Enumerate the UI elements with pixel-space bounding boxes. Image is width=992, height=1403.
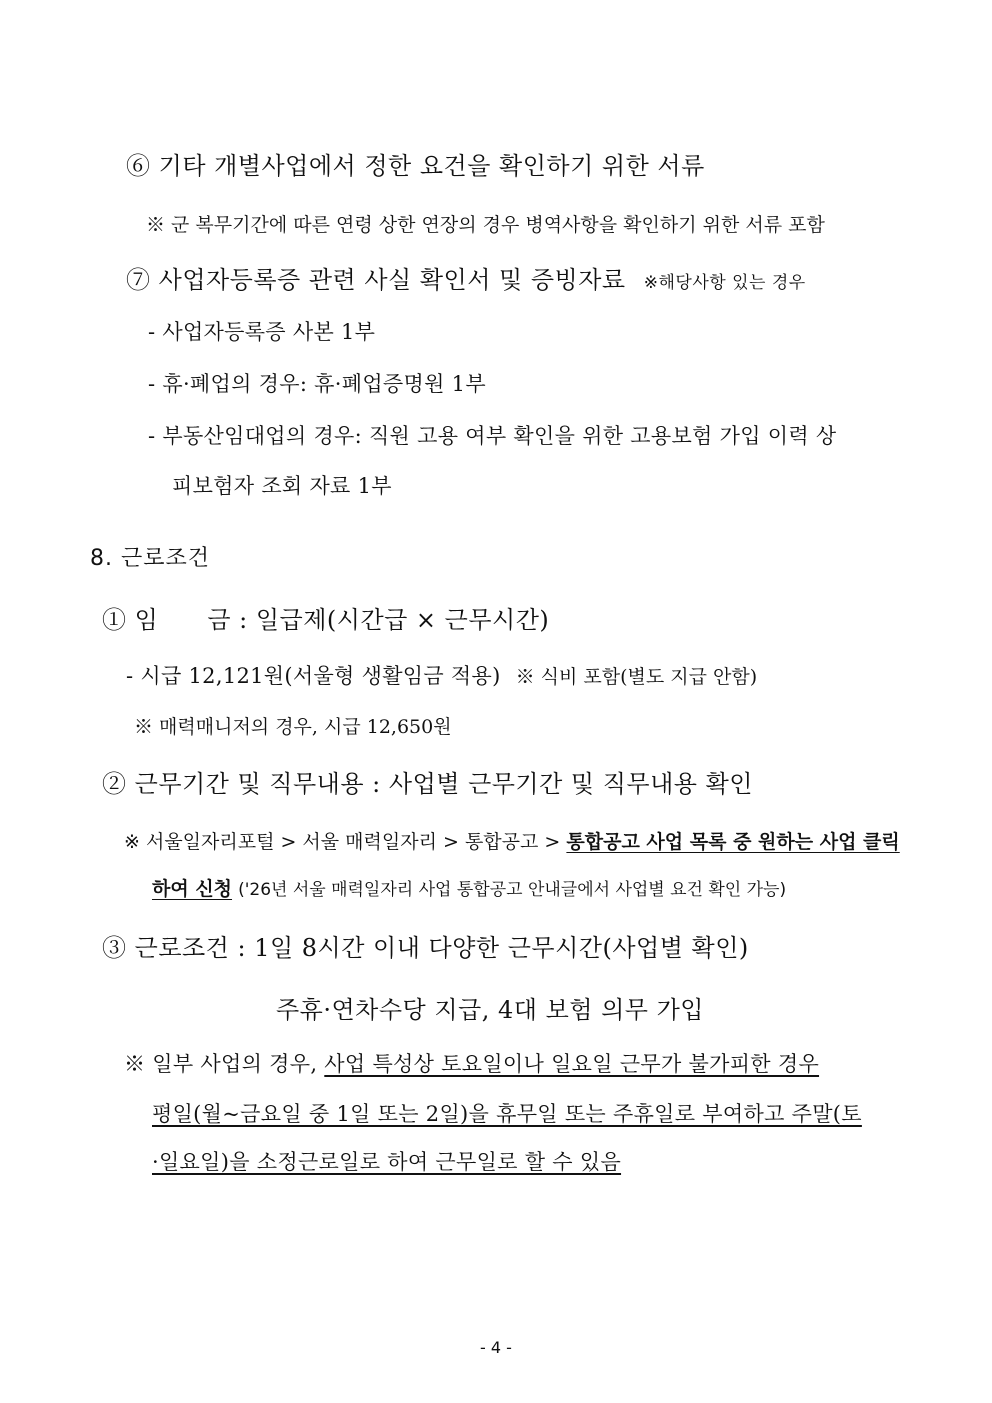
item-7-bullet-3-continuation: 피보험자 조회 자료 1부 (172, 474, 392, 498)
period-note-line-2 (152, 880, 786, 899)
section-8-heading: 8. 근로조건 (90, 546, 210, 571)
wage-detail-note: ※ 식비 포함(별도 지급 안함) (515, 666, 758, 688)
item-7-bullet-3: - 부동산임대업의 경우: 직원 고용 여부 확인을 위한 고용보험 가입 이력 상 (148, 424, 837, 448)
wage-text: ① 임 금 : 일급제(시간급 × 근무시간) (102, 606, 550, 634)
period-note-prefix: ※ 서울일자리포털 > 서울 매력일자리 > 통합공고 > (124, 831, 561, 853)
conditions-note-underline-2: 평일(월~금요일 중 1일 또는 2일)을 휴무일 또는 주휴일로 부여하고 주말(토 (152, 1102, 862, 1126)
conditions-note-prefix: ※ 일부 사업의 경우, (124, 1052, 318, 1076)
period-note-bold-cont: 하여 신청 (152, 878, 233, 900)
item-7-label: ⑦ 사업자등록증 관련 사실 확인서 및 증빙자료 (126, 266, 626, 294)
item-6-note: ※ 군 복무기간에 따른 연령 상한 연장의 경우 병역사항을 확인하기 위한 서류 포함 (146, 214, 825, 236)
period-note-bold: 통합공고 사업 목록 중 원하는 사업 클릭 (566, 831, 900, 853)
item-7-text (126, 268, 806, 292)
item-7-bullet-2: - 휴·폐업의 경우: 휴·폐업증명원 1부 (148, 372, 486, 396)
item-6-text: ⑥ 기타 개별사업에서 정한 요건을 확인하기 위한 서류 (126, 152, 705, 180)
conditions-text-2: 주휴·연차수당 지급, 4대 보험 의무 가입 (276, 996, 704, 1024)
page-number: - 4 - (480, 1338, 512, 1357)
wage-detail (126, 666, 757, 687)
period-note-line-1 (124, 833, 900, 852)
conditions-note-line-1 (124, 1054, 819, 1075)
wage-note: ※ 매력매니저의 경우, 시급 12,650원 (134, 716, 452, 738)
conditions-note-underline-1: 사업 특성상 토요일이나 일요일 근무가 불가피한 경우 (324, 1052, 820, 1076)
conditions-note-underline-3: ·일요일)을 소정근로일로 하여 근무일로 할 수 있음 (152, 1150, 622, 1174)
item-7-bullet-1: - 사업자등록증 사본 1부 (148, 320, 376, 344)
conditions-text: ③ 근로조건 : 1일 8시간 이내 다양한 근무시간(사업별 확인) (102, 934, 749, 962)
period-note-suffix: ('26년 서울 매력일자리 사업 통합공고 안내글에서 사업별 요건 확인 가능) (238, 880, 787, 900)
item-7-note: ※해당사항 있는 경우 (643, 273, 806, 293)
wage-detail-label: - 시급 12,121원(서울형 생활임금 적용) (126, 664, 501, 688)
period-text: ② 근무기간 및 직무내용 : 사업별 근무기간 및 직무내용 확인 (102, 770, 753, 798)
